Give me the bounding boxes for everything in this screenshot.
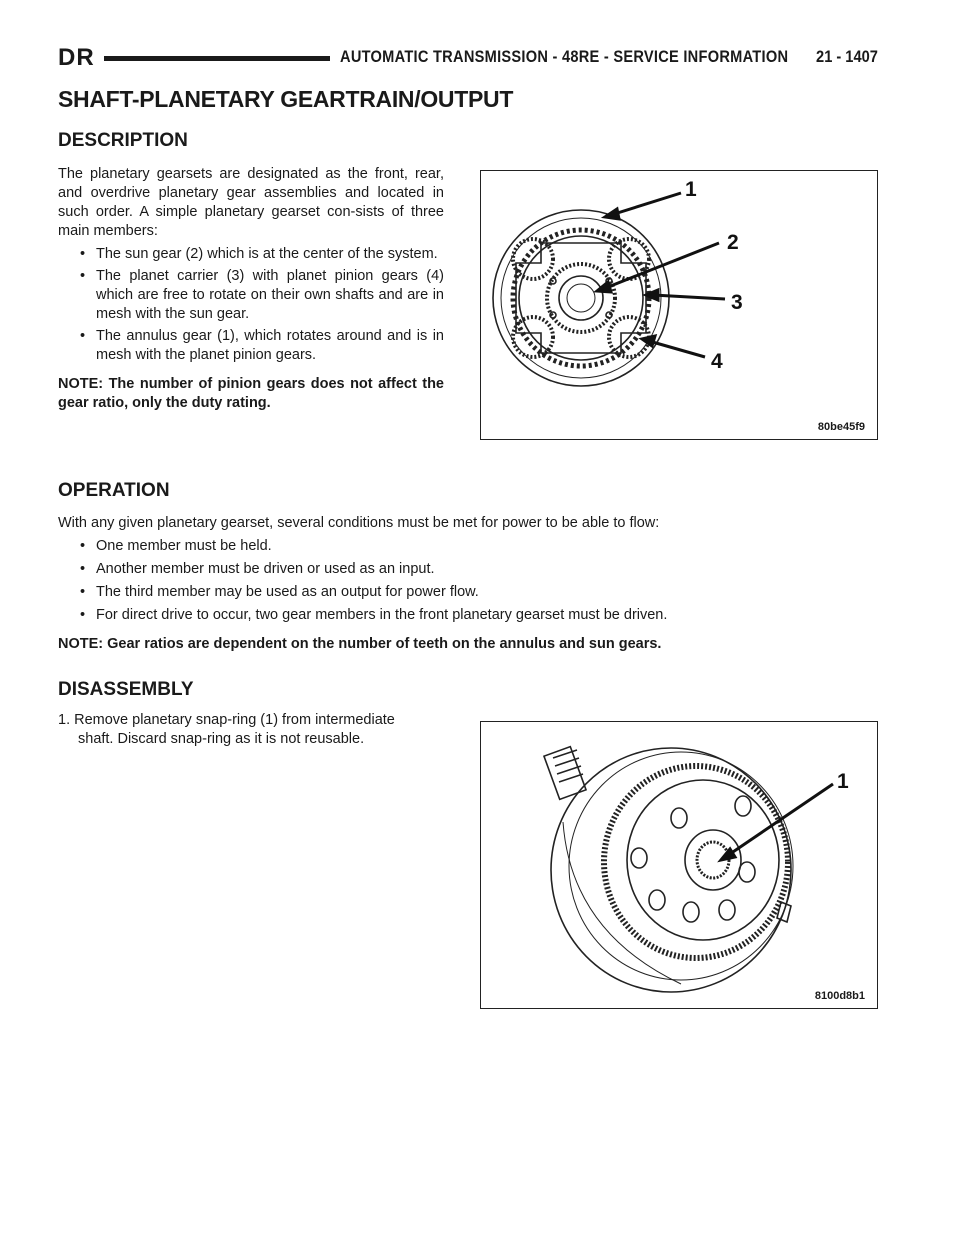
- list-item: • The third member may be used as an output for power flow.: [58, 583, 878, 602]
- description-heading: DESCRIPTION: [58, 130, 188, 151]
- figure-code: 8100d8b1: [814, 990, 865, 1002]
- disassembly-step-1-cont: shaft. Discard snap-ring as it is not reusable.: [78, 731, 365, 747]
- header-title: AUTOMATIC TRANSMISSION - 48RE - SERVICE INFORMATION: [340, 47, 789, 66]
- header-page-number: 21 - 1407: [816, 47, 878, 66]
- callout-3: 3: [731, 291, 743, 314]
- disassembly-heading: DISASSEMBLY: [58, 679, 194, 700]
- page-title: SHAFT-PLANETARY GEARTRAIN/OUTPUT: [58, 86, 514, 112]
- description-list: [58, 245, 444, 365]
- callout-1: 1: [837, 770, 849, 793]
- description-note: NOTE: The number of pinion gears does not affect the gear ratio, only the duty rating.: [58, 376, 444, 411]
- disassembly-step-1: 1. Remove planetary snap-ring (1) from intermediate: [58, 712, 395, 728]
- description-body: [58, 165, 444, 413]
- callout-1: 1: [685, 178, 697, 201]
- header-rule: [104, 56, 330, 61]
- operation-intro: With any given planetary gearset, several conditions must be met for power to be able to flow:: [58, 515, 660, 531]
- page-header: [58, 44, 878, 74]
- operation-heading: OPERATION: [58, 480, 170, 501]
- operation-body: [58, 514, 878, 654]
- callout-2: 2: [727, 231, 739, 254]
- list-item: • The planet carrier (3) with planet pinion gears (4) which are free to rotate on their own shafts and are in mesh with the sun gear.: [58, 267, 444, 324]
- list-item: • One member must be held.: [58, 537, 878, 556]
- list-item: • The annulus gear (1), which rotates around and is in mesh with the planet pinion gears.: [58, 327, 444, 365]
- gearset-illustration: [481, 171, 877, 439]
- list-item: • The sun gear (2) which is at the center of the system.: [58, 245, 444, 264]
- geartrain-illustration: [481, 722, 877, 1008]
- figure-code: 80be45f9: [817, 421, 865, 433]
- list-item: • Another member must be driven or used as an input.: [58, 560, 878, 579]
- snap-ring-figure: [480, 721, 878, 1009]
- operation-list: [58, 537, 878, 625]
- operation-note: NOTE: Gear ratios are dependent on the number of teeth on the annulus and sun gears.: [58, 636, 662, 652]
- list-item: • For direct drive to occur, two gear members in the front planetary gearset must be driven.: [58, 606, 878, 625]
- header-code: DR: [58, 44, 95, 71]
- description-intro: The planetary gearsets are designated as the front, rear, and overdrive planetary gear assemblies and located in such order. A simple planetary gearset con-sists of three main members:: [58, 166, 444, 239]
- planetary-gearset-figure: [480, 170, 878, 440]
- callout-4: 4: [711, 350, 723, 373]
- disassembly-body: [58, 711, 444, 749]
